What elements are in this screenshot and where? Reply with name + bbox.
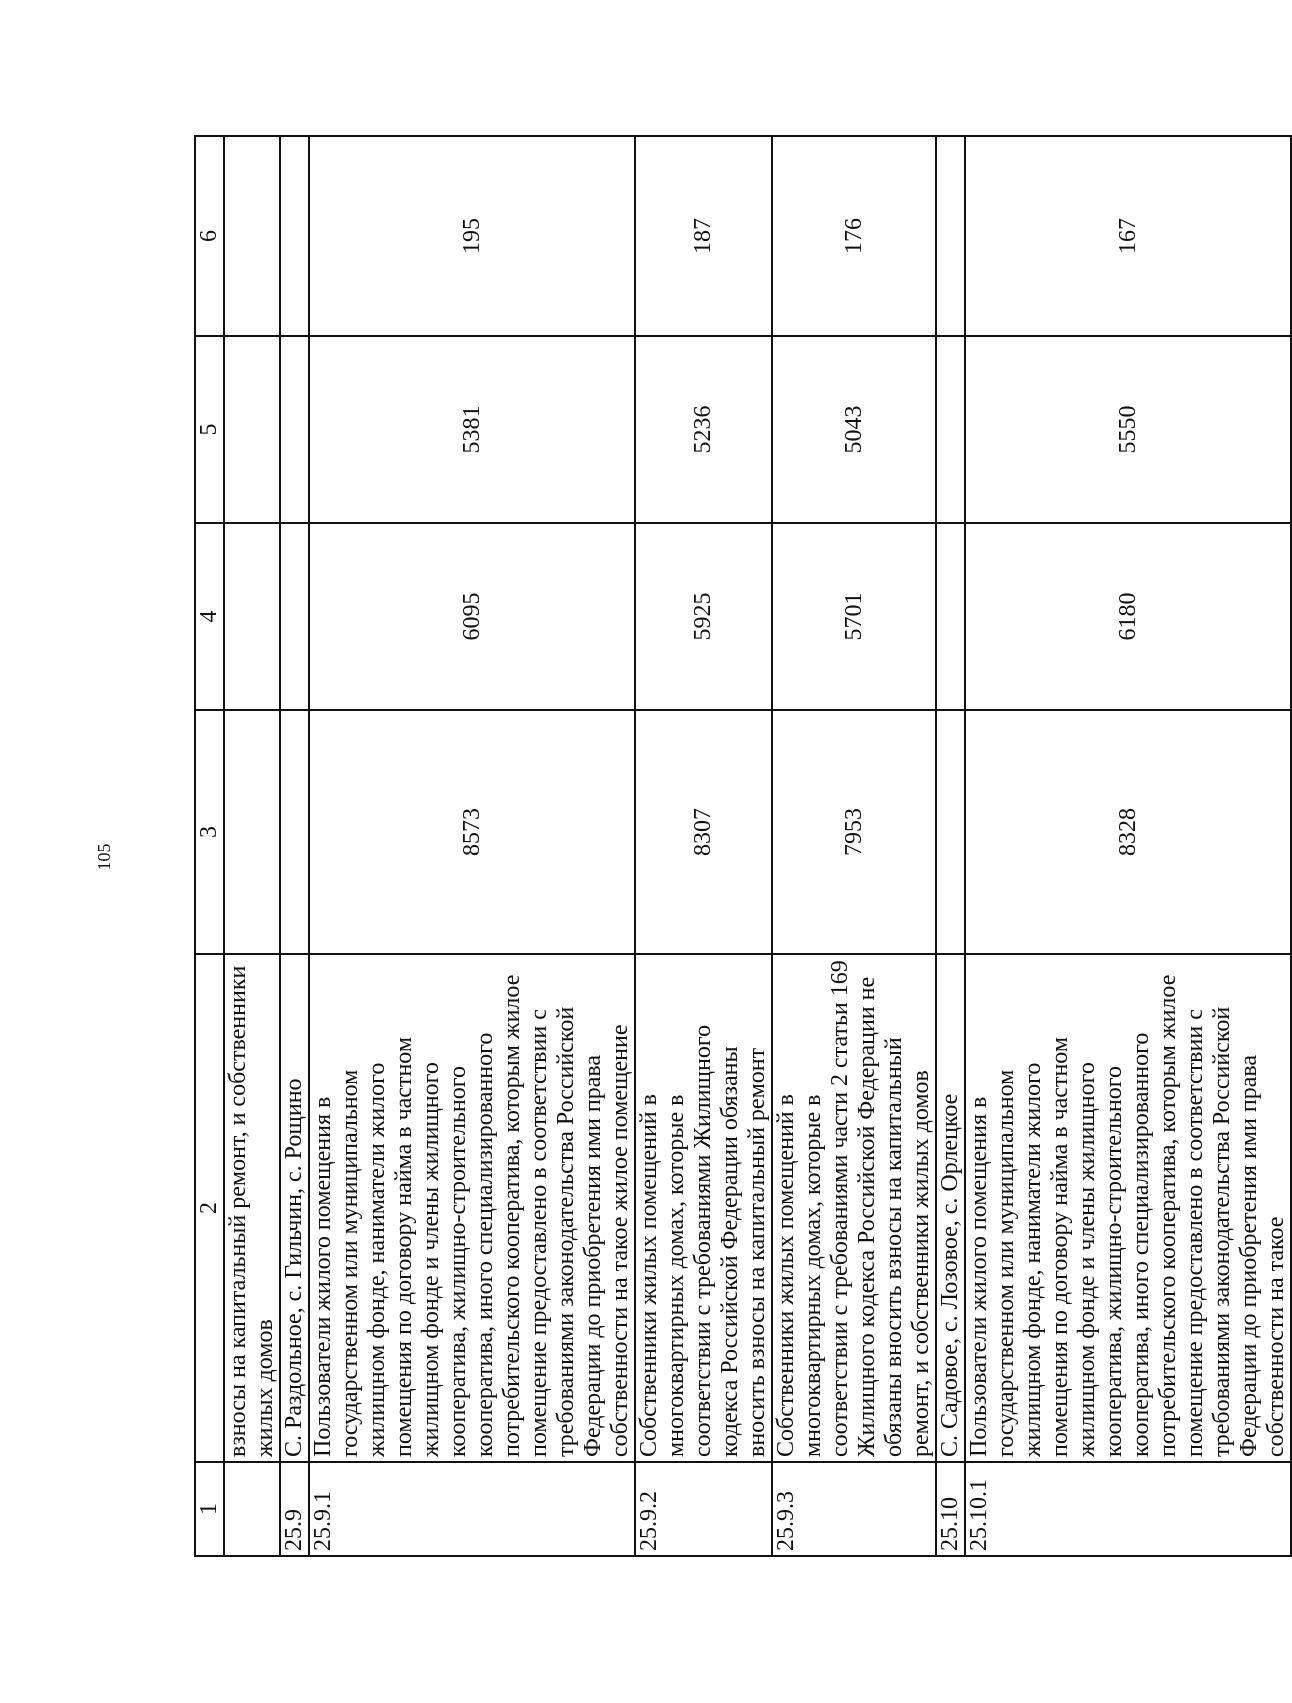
row-value-col3: 8328	[965, 710, 1291, 954]
header-cell: 4	[195, 523, 224, 710]
row-code: 25.9.3	[772, 1462, 936, 1556]
page-number: 105	[94, 843, 114, 871]
row-value-col5: 5550	[965, 336, 1291, 523]
row-description: Пользователи жилого помещения в государственном или муниципальном жилищном фонде, наниматели жилого помещения по договору найма в частном жилищном фонде и члены жилищного кооператива, жилищно-строительного кооператива, иного специализированного потребительского кооператива, которым жилое помещение предоставлено в соответствии с требованиями законодательства Российской Федерации до приобретения ими права собственности на такое жилое помещение	[309, 954, 635, 1462]
row-value-col4: 6095	[309, 523, 635, 710]
row-value-col5: 5381	[309, 336, 635, 523]
row-value-col4: 5701	[772, 523, 936, 710]
row-code: 25.9	[280, 1462, 309, 1556]
row-value-col6	[936, 136, 965, 336]
header-cell: 5	[195, 336, 224, 523]
row-value-col6	[224, 136, 280, 336]
row-value-col4: 5925	[635, 523, 772, 710]
row-description: Пользователи жилого помещения в государственном или муниципальном жилищном фонде, наниматели жилого помещения по договору найма в частном жилищном фонде и члены жилищного кооператива, жилищно-строительного кооператива, иного специализированного потребительского кооператива, которым жилое помещение предоставлено в соответствии с требованиями законодательства Российской Федерации до приобретения ими права собственности на такое	[965, 954, 1291, 1462]
row-value-col5: 5236	[635, 336, 772, 523]
row-value-col4	[936, 523, 965, 710]
table-row	[224, 136, 280, 1556]
table-row	[965, 136, 1291, 1556]
table-header-row	[195, 136, 224, 1556]
row-value-col3	[936, 710, 965, 954]
row-value-col3: 8573	[309, 710, 635, 954]
table-row	[635, 136, 772, 1556]
row-value-col3	[224, 710, 280, 954]
header-cell: 6	[195, 136, 224, 336]
row-description: С. Садовое, с. Лозовое, с. Орлецкое	[936, 954, 965, 1462]
row-value-col3	[280, 710, 309, 954]
row-value-col5: 5043	[772, 336, 936, 523]
row-code: 25.9.2	[635, 1462, 772, 1556]
row-value-col5	[280, 336, 309, 523]
table-row	[936, 136, 965, 1556]
table-row	[280, 136, 309, 1556]
row-code: 25.9.1	[309, 1462, 635, 1556]
row-description: взносы на капитальный ремонт, и собственники жилых домов	[224, 954, 280, 1462]
row-value-col5	[936, 336, 965, 523]
row-value-col5	[224, 336, 280, 523]
header-cell: 3	[195, 710, 224, 954]
rotated-table-container	[194, 137, 1289, 1557]
table-row	[309, 136, 635, 1556]
row-description: Собственники жилых помещений в многоквартирных домах, которые в соответствии с требованиями части 2 статьи 169 Жилищного кодекса Российской Федерации не обязаны вносить взносы на капитальный ремонт, и собственники жилых домов	[772, 954, 936, 1462]
row-code	[224, 1462, 280, 1556]
row-value-col6: 167	[965, 136, 1291, 336]
row-code: 25.10	[936, 1462, 965, 1556]
row-value-col6	[280, 136, 309, 336]
row-value-col6: 176	[772, 136, 936, 336]
row-value-col3: 7953	[772, 710, 936, 954]
header-cell: 2	[195, 954, 224, 1462]
row-value-col3: 8307	[635, 710, 772, 954]
row-description: С. Раздольное, с. Гильчин, с. Рощино	[280, 954, 309, 1462]
tariff-table	[194, 135, 1292, 1557]
row-value-col4: 6180	[965, 523, 1291, 710]
row-value-col4	[224, 523, 280, 710]
row-code: 25.10.1	[965, 1462, 1291, 1556]
row-value-col6: 195	[309, 136, 635, 336]
row-description: Собственники жилых помещений в многоквартирных домах, которые в соответствии с требованиями Жилищного кодекса Российской Федерации обязаны вносить взносы на капитальный ремонт	[635, 954, 772, 1462]
table-row	[772, 136, 936, 1556]
header-cell: 1	[195, 1462, 224, 1556]
row-value-col6: 187	[635, 136, 772, 336]
row-value-col4	[280, 523, 309, 710]
